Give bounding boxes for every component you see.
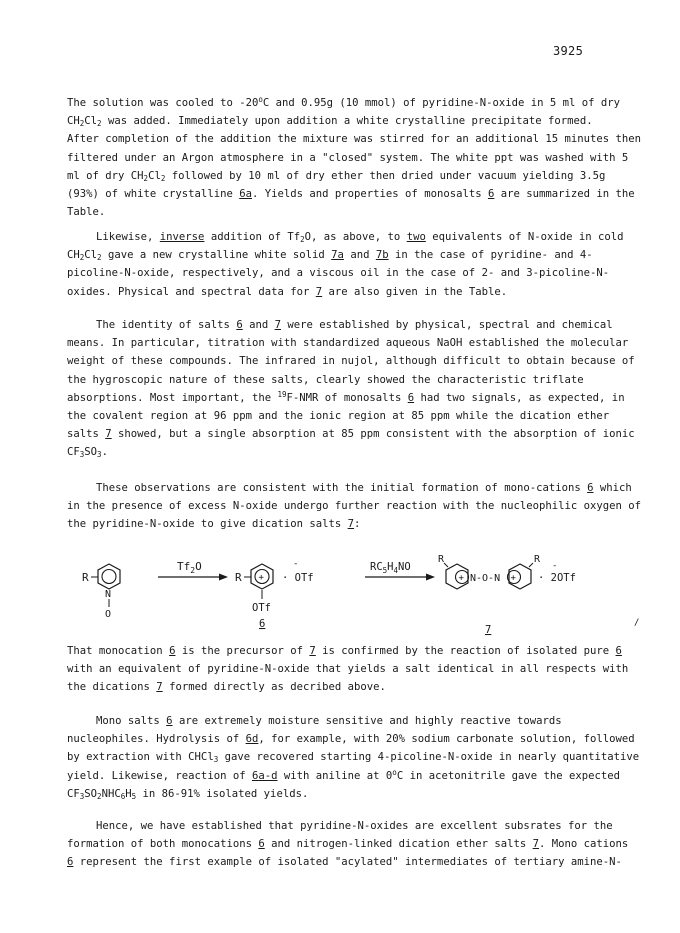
text-line: the covalent region at 96 ppm and the ionic region at 85 ppm while the dication ether	[67, 409, 610, 422]
substituent-r-right-2: R	[534, 554, 541, 565]
substituent-r-left: R	[82, 571, 89, 584]
arrow-head	[426, 574, 435, 581]
text-line: salts 7 showed, but a single absorption at 85 ppm consistent with the absorption of ionic	[67, 428, 635, 441]
compound-label-7: 7	[485, 624, 492, 636]
text-line: $CH_2Cl_2$ gave a new crystalline white solid 7a and 7b in the case of pyridine- and 4-	[67, 249, 593, 263]
text-line: Table.	[67, 206, 106, 219]
paragraph-4	[67, 479, 642, 534]
otf-group: OTf	[252, 602, 271, 614]
text-line: 6 represent the first example of isolated "acylated" intermediates of tertiary amine-N-	[67, 856, 622, 869]
paragraph-7	[67, 817, 627, 872]
pyridine-ring-left	[98, 564, 120, 589]
text-line: $CF_3SO_2NHC_6H_5$ in 86-91% isolated yields.	[67, 787, 309, 801]
negative-charge: -	[293, 559, 299, 569]
text-line: yield. Likewise, reaction of 6a-d with aniline at 0$^o$C in acetonitrile gave the expected	[67, 767, 621, 782]
reaction-scheme	[60, 553, 650, 643]
text-line: (93%) of white crystalline 6a. Yields and properties of monosalts 6 are summarized in the	[67, 187, 635, 200]
n-o-n-linkage: N-O-N	[470, 573, 501, 584]
substituent-r-mid: R	[235, 571, 242, 584]
text-line: the pyridine-N-oxide to give dication salts 7:	[67, 518, 361, 531]
positive-charge: +	[510, 573, 516, 584]
text-line: in the presence of excess N-oxide undergo further reaction with the nucleophilic oxygen of	[67, 500, 642, 513]
paragraph-6	[67, 712, 640, 803]
reagent-tf2o: $Tf_2O$	[177, 560, 202, 575]
text-line: Mono salts 6 are extremely moisture sensitive and highly reactive towards	[96, 715, 562, 727]
paragraph-5	[67, 642, 627, 697]
reaction-scheme-drawing	[60, 553, 650, 643]
positive-charge: +	[458, 573, 464, 584]
text-line: Likewise, inverse addition of $Tf_2O$, as above, to two equivalents of N-oxide in cold	[96, 231, 624, 244]
paragraph-1	[67, 94, 642, 221]
nitrogen-atom: N	[105, 589, 112, 600]
oxygen-atom: O	[105, 609, 112, 620]
compound-label-6: 6	[259, 618, 266, 630]
text-line: The identity of salts 6 and 7 were established by physical, spectral and chemical	[96, 319, 613, 331]
bond	[529, 563, 533, 567]
text-line: oxides. Physical and spectral data for 7 are also given in the Table.	[67, 285, 508, 298]
triflate-anion: · OTf	[282, 572, 314, 584]
bond	[444, 563, 448, 567]
text-line: These observations are consistent with the initial formation of mono-cations 6 which	[96, 482, 632, 494]
text-line: filtered under an Argon atmosphere in a "closed" system. The white ppt was washed with 5	[67, 151, 629, 164]
pyridinium-ring-left	[446, 564, 468, 589]
text-line: ml of dry $CH_2Cl_2$ followed by 10 ml of dry ether then dried under vacuum yielding 3.5g	[67, 169, 606, 183]
text-line: That monocation 6 is the precursor of 7 is confirmed by the reaction of isolated pure 6	[67, 645, 622, 657]
triflate-anions: · 2OTf	[538, 572, 576, 584]
negative-charge: -	[552, 561, 558, 571]
text-line: by extraction with CHCl$_3$ gave recovered starting 4-picoline-N-oxide in nearly quantitative	[67, 751, 640, 765]
text-line: the dications 7 formed directly as decribed above.	[67, 681, 386, 694]
text-line: nucleophiles. Hydrolysis of 6d, for example, with 20% sodium carbonate solution, followed	[67, 733, 635, 746]
text-line: means. In particular, titration with standardized aqueous NaOH established the molecular	[67, 337, 629, 350]
text-line: $CH_2Cl_2$ was added. Immediately upon addition a white crystalline precipitate formed.	[67, 115, 593, 129]
text-line: Hence, we have established that pyridine-N-oxides are excellent subsrates for the	[96, 820, 613, 832]
text-line: picoline-N-oxide, respectively, and a viscous oil in the case of 2- and 3-picoline-N-	[67, 267, 610, 280]
substituent-r-right-1: R	[438, 554, 445, 565]
arrow-head	[219, 574, 228, 581]
text-line: absorptions. Most important, the $^{19}$F-NMR of monosalts 6 had two signals, as expected, in	[67, 389, 625, 404]
paragraph-3	[67, 316, 635, 462]
reagent-picoline-oxide: $RC_5H_4NO$	[370, 561, 411, 575]
text-line: After completion of the addition the mixture was stirred for an additional 15 minutes then	[67, 133, 642, 146]
text-line: formation of both monocations 6 and nitrogen-linked dication ether salts 7. Mono cations	[67, 838, 629, 851]
text-line: $CF_3SO_3$.	[67, 446, 108, 460]
stray-mark: /	[634, 618, 640, 628]
text-line: The solution was cooled to -20$^o$C and 0.95g (10 mmol) of pyridine-N-oxide in 5 ml of dry	[67, 95, 621, 109]
text-line: the hygroscopic nature of these salts, clearly showed the characteristic triflate	[67, 373, 584, 386]
paragraph-2	[67, 228, 627, 301]
aromatic-circle	[102, 570, 116, 584]
text-line: with an equivalent of pyridine-N-oxide that yields a salt identical in all respects with	[67, 663, 629, 676]
text-line: weight of these compounds. The infrared in nujol, although difficult to obtain because of	[67, 355, 635, 368]
positive-charge: +	[258, 573, 264, 583]
page-number: 3925	[553, 44, 584, 58]
